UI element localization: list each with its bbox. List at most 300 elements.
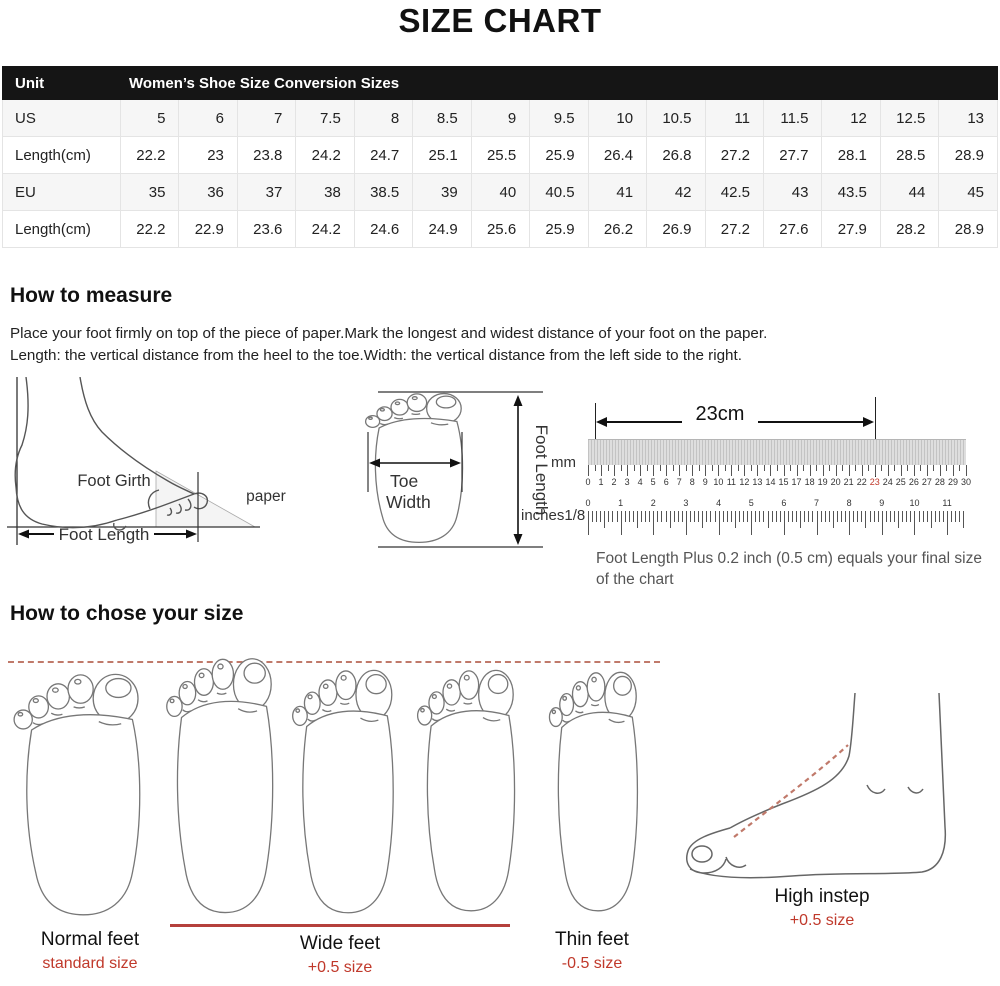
ruler-number: 4 [637,477,643,488]
ruler-tick [604,511,605,528]
ruler-diagram [585,397,982,588]
ruler-tick [940,465,941,476]
ruler-number: 6 [663,477,669,488]
foot-length-label: Foot Length [58,525,150,545]
size-cell: 5 [121,100,179,137]
size-cell: 27.7 [763,137,821,174]
size-cell: 40 [471,174,529,211]
ruler-tick [674,511,675,522]
ruler-tick [951,511,952,522]
wide-foot-outline [416,663,524,915]
ruler-tick [792,511,793,522]
ruler-number: 15 [778,477,789,488]
ruler-tick [698,511,699,522]
ruler-tick [670,511,671,528]
ruler-number: 25 [895,477,906,488]
ruler-tick [800,511,801,528]
size-cell: 11.5 [763,100,821,137]
ruler-tick [878,511,879,522]
size-cell: 10 [588,100,646,137]
mm-label: mm [551,454,576,472]
ruler-tick [901,465,902,476]
ruler-tick [764,465,765,471]
ruler-number: 10 [713,477,724,488]
paper-triangle [156,471,255,527]
ruler-tick [935,511,936,522]
ruler-number: 22 [856,477,867,488]
ruler-number: 27 [921,477,932,488]
feet-name: Wide feet [299,933,381,955]
foot-length-vertical-label: Foot Length [532,424,551,516]
ruler-tick [833,511,834,528]
inch-numbers [585,498,966,510]
toe-width-label-line1: Toe [390,471,419,492]
table-header-row [3,67,998,100]
size-cell: 28.9 [939,137,998,174]
size-chart-page [0,2,1000,983]
ruler-tick [595,465,596,471]
ruler-tick [836,465,837,476]
ruler-tick [890,511,891,522]
ruler-tick [907,465,908,471]
ruler-number: 6 [781,498,787,509]
arrow-length-value: 23cm [695,403,745,426]
high-instep-label [742,886,902,930]
ruler-tick [686,465,687,471]
ruler-number: 5 [650,477,656,488]
size-cell: 28.5 [880,137,938,174]
size-cell: 23.8 [237,137,295,174]
ruler-tick [649,511,650,522]
ruler-number: 23 [869,477,880,488]
inches-label: inches1/8 [521,507,586,525]
ruler-tick [738,465,739,471]
ruler-tick [931,511,932,528]
ruler-tick [888,465,889,476]
ruler-tick [837,511,838,522]
ruler-tick [686,511,687,535]
ruler-tick [666,465,667,476]
ruler-tick [661,511,662,522]
size-cell: 25.9 [530,211,588,248]
thin-feet-label [518,929,666,973]
ruler-tick [755,511,756,522]
size-cell: 42 [647,174,705,211]
table-header-title: Women’s Shoe Size Conversion Sizes [121,67,998,100]
ruler-tick [588,465,589,476]
ruler-tick [731,511,732,522]
ruler-number: 19 [817,477,828,488]
ruler-number: 28 [934,477,945,488]
ruler-number: 18 [804,477,815,488]
ruler-number: 7 [676,477,682,488]
ruler-tick [699,465,700,471]
ruler-tick [882,511,883,535]
mm-band [588,439,966,465]
ruler-tick [927,465,928,476]
ruler-tick [612,511,613,522]
ruler-tick [874,511,875,522]
ruler-tick [857,511,858,522]
ruler-tick [862,465,863,476]
size-cell: 36 [179,174,237,211]
feet-name: Normal feet [40,929,140,951]
ruler-number: 26 [908,477,919,488]
ruler-tick [719,511,720,535]
ruler-tick [629,511,630,522]
ruler-tick [829,465,830,471]
ruler-tick [690,511,691,522]
size-cell: 45 [939,174,998,211]
ruler-number: 9 [702,477,708,488]
high-instep-foot-outline [682,689,967,889]
size-cell: 25.5 [471,137,529,174]
ruler-tick [919,511,920,522]
ruler-tick [645,511,646,522]
size-table-header [3,67,998,100]
ruler-tick [966,465,967,476]
ruler-tick [886,511,887,522]
ruler-tick [706,511,707,522]
size-cell: 24.6 [354,211,412,248]
size-cell: 28.1 [822,137,880,174]
ruler-tick [718,465,719,476]
ruler-tick [600,511,601,522]
ruler-number: 30 [960,477,972,488]
side-foot-diagram [2,377,297,552]
thin-foot-outline [548,665,646,915]
paper-label: paper [246,488,286,506]
ruler-tick [592,511,593,522]
page-title: SIZE CHART [398,2,602,39]
ruler-tick [855,465,856,471]
ruler-tick [653,511,654,535]
ruler-tick [808,511,809,522]
ruler-tick [641,511,642,522]
ruler-number: 3 [683,498,689,509]
ruler-number: 2 [611,477,617,488]
size-cell: 27.2 [705,211,763,248]
ruler-tick [640,465,641,476]
ruler-number: 12 [739,477,750,488]
ruler-tick [823,465,824,476]
ruler-tick [666,511,667,522]
ruler-tick [712,465,713,471]
size-cell: 25.9 [530,137,588,174]
ruler-tick [868,465,869,471]
feet-size-adjustment: -0.5 size [561,955,623,973]
ruler-tick [953,465,954,476]
table-header-unit: Unit [3,67,121,100]
ruler-tick [933,465,934,471]
row-label: Length(cm) [3,137,121,174]
ruler-tick [914,511,915,535]
ruler-tick [735,511,736,528]
arrow-head-right-icon [863,417,874,427]
ruler-tick [841,511,842,522]
ruler-number: 3 [624,477,630,488]
ruler-tick [955,511,956,522]
ruler-tick [959,465,960,471]
size-cell: 27.9 [822,211,880,248]
ruler-tick [633,511,634,522]
ruler-tick [673,465,674,471]
ruler-tick [751,465,752,471]
how-to-measure-heading: How to measure [10,284,173,307]
size-cell: 12.5 [880,100,938,137]
row-label: Length(cm) [3,211,121,248]
ruler-number: 14 [765,477,776,488]
size-cell: 10.5 [647,100,705,137]
size-cell: 26.9 [647,211,705,248]
size-cell: 37 [237,174,295,211]
ruler-tick [804,511,805,522]
size-cell: 40.5 [530,174,588,211]
ruler-number: 10 [909,498,920,509]
ruler-number: 20 [830,477,841,488]
long-toe-foot-outline [165,651,283,917]
ruler-tick [621,511,622,535]
ruler-number: 5 [748,498,754,509]
arrow-segment [758,421,870,423]
ruler-tick [625,511,626,522]
ruler-tick [927,511,928,522]
size-cell: 43.5 [822,174,880,211]
ruler-tick [816,465,817,471]
ruler-tick [777,465,778,471]
instep-dashed-line [734,745,848,837]
ruler-number: 24 [882,477,893,488]
ruler-tick [810,465,811,476]
ruler-number: 0 [585,477,591,488]
ruler-tick [637,511,638,528]
size-cell: 25.6 [471,211,529,248]
size-cell: 22.9 [179,211,237,248]
toe-width-label-line2: Width [386,492,431,513]
wide-feet-label [265,933,415,977]
size-cell: 11 [705,100,763,137]
ruler-tick [939,511,940,522]
size-cell: 28.2 [880,211,938,248]
ruler-tick [743,511,744,522]
ruler-tick [923,511,924,522]
ruler-number: 2 [650,498,656,509]
ruler-number: 29 [947,477,958,488]
ruler-tick [744,465,745,476]
feet-size-adjustment: +0.5 size [307,959,373,977]
size-cell: 28.9 [939,211,998,248]
ruler-tick [608,511,609,522]
size-conversion-table [2,66,998,248]
ruler-number: 13 [752,477,763,488]
size-cell: 24.9 [413,211,471,248]
inch-ticks [588,511,966,539]
ruler-tick [861,511,862,522]
ruler-tick [614,465,615,476]
ruler-tick [803,465,804,471]
ruler-tick [797,465,798,476]
table-row [3,137,998,174]
size-cell: 24.7 [354,137,412,174]
table-row [3,211,998,248]
ruler-tick [865,511,866,528]
ruler-tick [739,511,740,522]
ruler-tick [759,511,760,522]
ruler-tick [747,511,748,522]
ruler-tick [963,511,964,528]
mm-numbers [585,477,972,489]
size-cell: 39 [413,174,471,211]
ruler-tick [920,465,921,471]
size-cell: 27.6 [763,211,821,248]
ruler-tick [768,511,769,528]
size-cell: 12 [822,100,880,137]
ruler-tick [946,465,947,471]
ruler-number: 1 [598,477,604,488]
ruler-tick [829,511,830,522]
ruler-tick [947,511,948,535]
ruler-tick [817,511,818,535]
ruler-tick [723,511,724,522]
ruler-tick [692,465,693,476]
ruler-number: 11 [726,477,737,488]
ruler-number: 0 [585,498,591,509]
ruler-tick [881,465,882,471]
measure-diagrams [0,377,1000,587]
size-cell: 22.2 [121,137,179,174]
ruler-tick [621,465,622,471]
ruler-tick [849,465,850,476]
size-cell: 9 [471,100,529,137]
size-cell: 7.5 [296,100,354,137]
ruler-tick [910,511,911,522]
ruler-tick [870,511,871,522]
ruler-tick [784,465,785,476]
ruler-tick [751,511,752,535]
size-cell: 9.5 [530,100,588,137]
mm-ticks [588,465,966,477]
ruler-number: 7 [814,498,820,509]
ruler-tick [727,511,728,522]
size-cell: 8.5 [413,100,471,137]
ruler-tick [902,511,903,522]
feet-size-adjustment: +0.5 size [789,912,855,930]
ruler-number: 11 [942,498,952,509]
ruler-tick [849,511,850,535]
ruler-number: 8 [846,498,852,509]
size-cell: 44 [880,174,938,211]
size-cell: 23.6 [237,211,295,248]
size-cell: 13 [939,100,998,137]
top-foot-diagram [338,387,553,553]
size-cell: 26.4 [588,137,646,174]
ruler-tick [596,511,597,522]
size-cell: 7 [237,100,295,137]
size-cell: 42.5 [705,174,763,211]
ruler-tick [757,465,758,476]
ruler-tick [772,511,773,522]
ruler-tick [776,511,777,522]
ruler-tick [617,511,618,522]
ruler-tick [788,511,789,522]
ruler-tick [657,511,658,522]
wide-foot-outline [291,663,403,917]
ruler-number: 21 [843,477,854,488]
feet-name: Thin feet [555,929,629,951]
wide-feet-underline [170,924,510,927]
normal-foot-outline [12,667,152,919]
how-to-measure-text [10,323,1000,367]
ruler-tick [694,511,695,522]
size-cell: 27.2 [705,137,763,174]
size-cell: 24.2 [296,137,354,174]
ruler-tick [679,465,680,476]
ruler-tick [731,465,732,476]
ruler-number: 17 [791,477,802,488]
ruler-tick [784,511,785,535]
ruler-tick [763,511,764,522]
ruler-tick [845,511,846,522]
ruler-tick [588,511,589,535]
ruler-tick [796,511,797,522]
size-cell: 25.1 [413,137,471,174]
foot-girth-label: Foot Girth [77,472,151,491]
ruler-tick [725,465,726,471]
size-cell: 38.5 [354,174,412,211]
ruler-tick [682,511,683,522]
foot-outline [366,394,463,543]
arrow-head-left-icon [596,417,607,427]
ruler-number: 8 [689,477,695,488]
row-label: US [3,100,121,137]
ruler-tick [710,511,711,522]
ruler-tick [702,511,703,528]
measure-text-line2: Length: the vertical distance from the heel to the toe.Width: the vertical distance from the left side to the right. [10,347,742,365]
ruler-tick [894,465,895,471]
ruler-tick [959,511,960,522]
ruler-tick [660,465,661,471]
size-cell: 6 [179,100,237,137]
choose-size-diagrams [0,643,1000,983]
normal-feet-label [15,929,165,973]
ruler-tick [821,511,822,522]
ruler-tick [825,511,826,522]
measure-text-line1: Place your foot firmly on top of the piece of paper.Mark the longest and widest distance of your foot on the paper. [10,325,768,342]
ruler-number: 1 [618,498,624,509]
ruler-tick [627,465,628,476]
ruler-tick [634,465,635,471]
table-row [3,100,998,137]
ruler-tick [678,511,679,522]
size-cell: 22.2 [121,211,179,248]
ruler-tick [943,511,944,522]
ruler-number: 9 [879,498,885,509]
ruler-tick [898,511,899,528]
ruler-tick [875,465,876,476]
size-cell: 35 [121,174,179,211]
size-cell: 8 [354,100,412,137]
ruler-tick [790,465,791,471]
table-row [3,174,998,211]
ruler-tick [812,511,813,522]
ruler-tick [601,465,602,476]
size-cell: 26.2 [588,211,646,248]
ruler-tick [653,465,654,476]
ruler-tick [780,511,781,522]
ruler-tick [894,511,895,522]
ruler-tick [842,465,843,471]
size-cell: 43 [763,174,821,211]
